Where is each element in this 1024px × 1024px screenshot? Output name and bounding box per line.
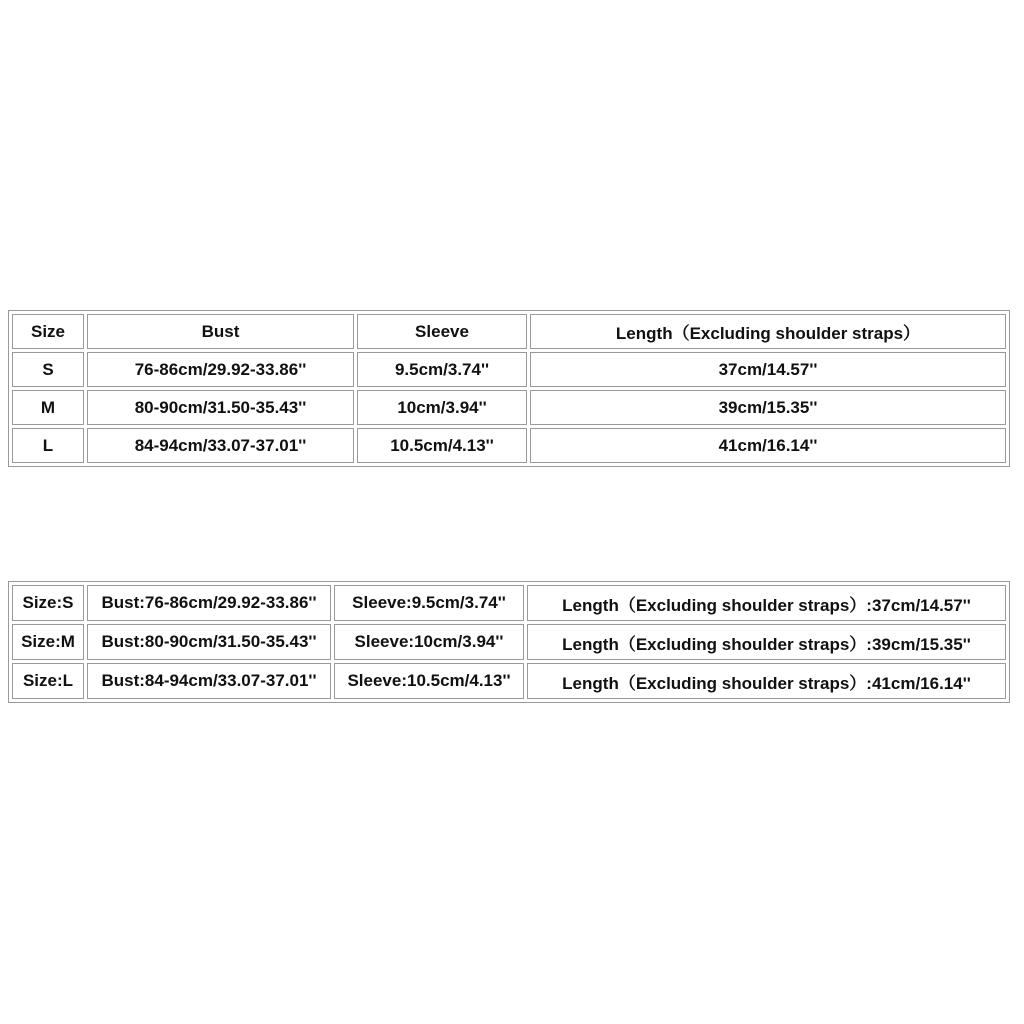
cell-sleeve: 9.5cm/3.74'' (357, 352, 527, 387)
table-row (12, 352, 1006, 387)
table-row (12, 428, 1006, 463)
cell-sleeve: Sleeve:10.5cm/4.13'' (334, 663, 524, 699)
header-length: Length（Excluding shoulder straps） (530, 314, 1006, 349)
cell-size: L (12, 428, 84, 463)
table-row (12, 585, 1006, 621)
table-row (12, 390, 1006, 425)
cell-length: 39cm/15.35'' (530, 390, 1006, 425)
cell-length: 41cm/16.14'' (530, 428, 1006, 463)
table-row (12, 663, 1006, 699)
cell-sleeve: Sleeve:10cm/3.94'' (334, 624, 524, 660)
size-chart-inline-table (8, 581, 1010, 703)
cell-sleeve: Sleeve:9.5cm/3.74'' (334, 585, 524, 621)
table-row (12, 624, 1006, 660)
cell-size: Size:S (12, 585, 84, 621)
cell-bust: 84-94cm/33.07-37.01'' (87, 428, 354, 463)
cell-length: Length（Excluding shoulder straps）:41cm/16.14'' (527, 663, 1006, 699)
cell-sleeve: 10cm/3.94'' (357, 390, 527, 425)
cell-sleeve: 10.5cm/4.13'' (357, 428, 527, 463)
header-size: Size (12, 314, 84, 349)
cell-bust: 80-90cm/31.50-35.43'' (87, 390, 354, 425)
cell-length: Length（Excluding shoulder straps）:39cm/15.35'' (527, 624, 1006, 660)
size-chart-table (8, 310, 1010, 467)
header-sleeve: Sleeve (357, 314, 527, 349)
cell-bust: Bust:76-86cm/29.92-33.86'' (87, 585, 331, 621)
cell-bust: 76-86cm/29.92-33.86'' (87, 352, 354, 387)
cell-size: Size:L (12, 663, 84, 699)
table-header-row (12, 314, 1006, 349)
cell-bust: Bust:84-94cm/33.07-37.01'' (87, 663, 331, 699)
cell-bust: Bust:80-90cm/31.50-35.43'' (87, 624, 331, 660)
cell-size: Size:M (12, 624, 84, 660)
header-bust: Bust (87, 314, 354, 349)
cell-length: 37cm/14.57'' (530, 352, 1006, 387)
cell-size: M (12, 390, 84, 425)
cell-length: Length（Excluding shoulder straps）:37cm/14.57'' (527, 585, 1006, 621)
cell-size: S (12, 352, 84, 387)
